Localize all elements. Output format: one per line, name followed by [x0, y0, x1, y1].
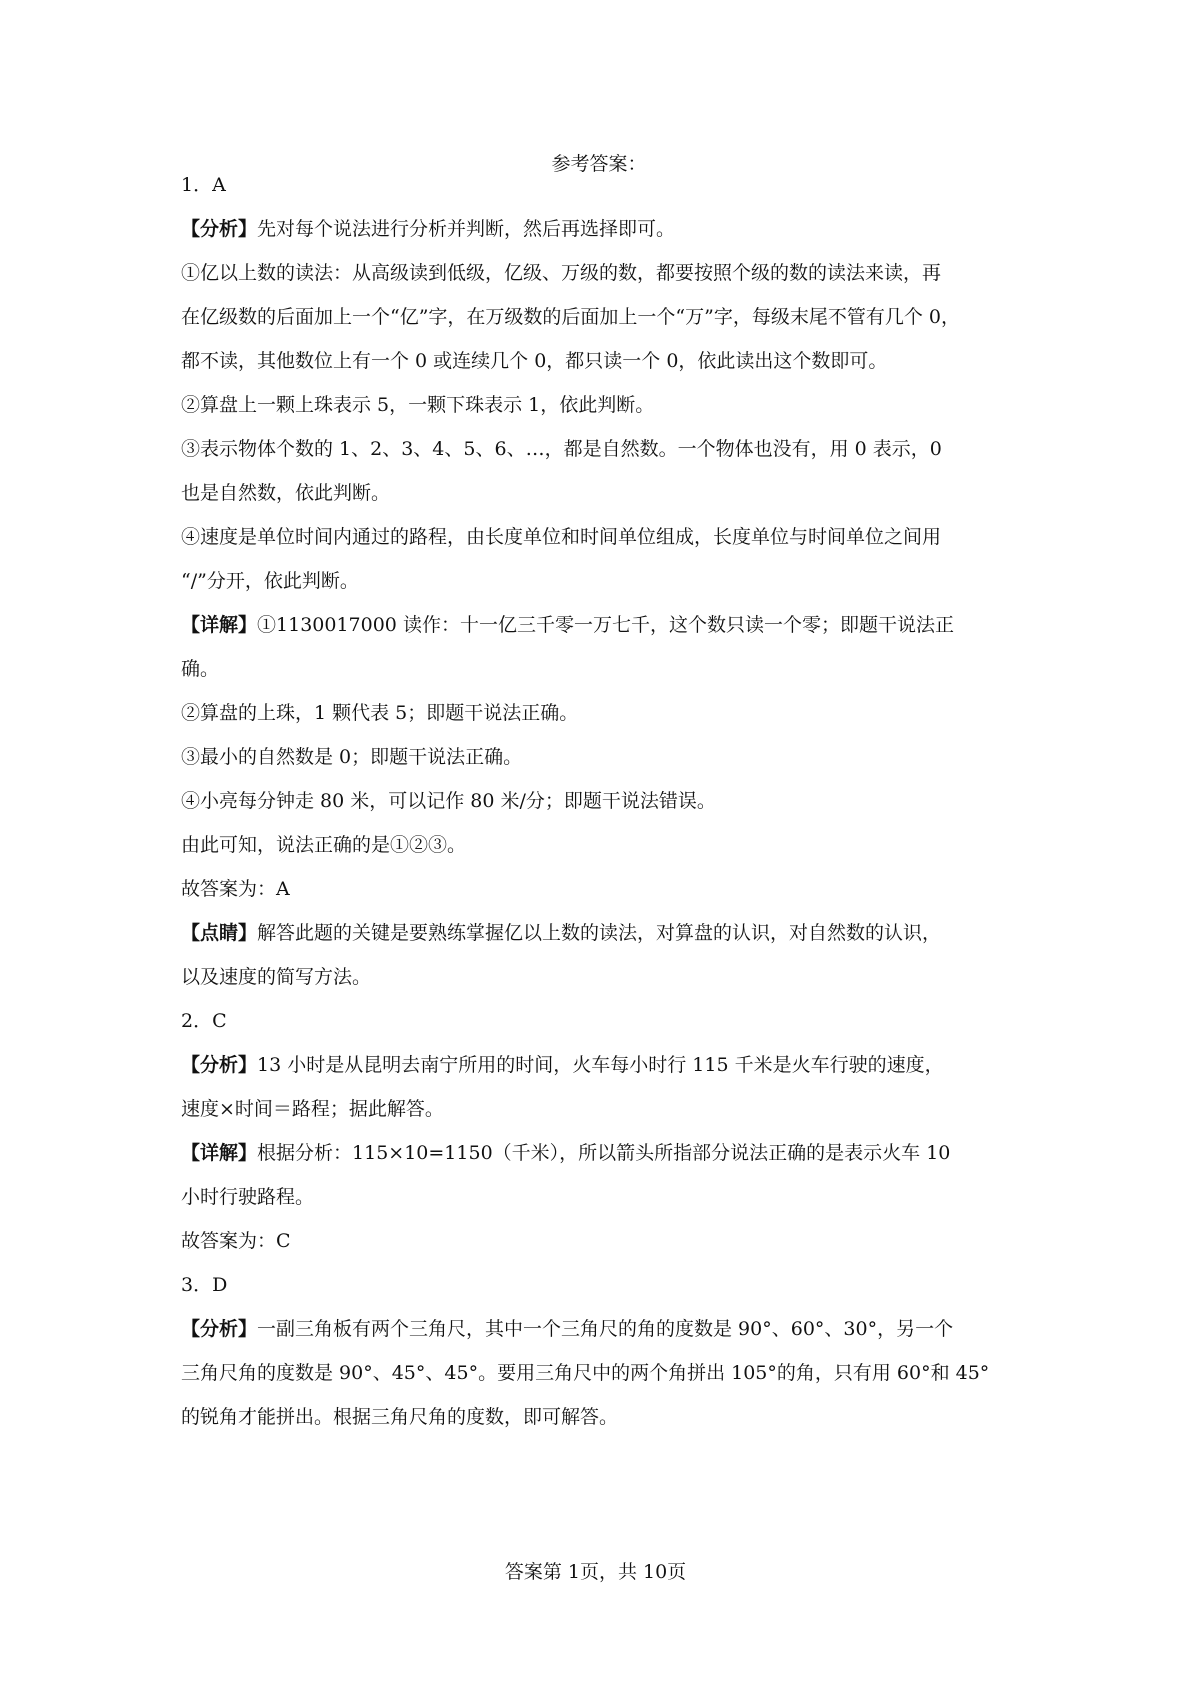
q1-analysis-point1-line1: ①亿以上数的读法：从高级读到低级，亿级、万级的数，都要按照个级的数的读法来读，再 — [181, 262, 942, 284]
q1-analysis-point4-line2: “/”分开，依此判断。 — [181, 570, 359, 592]
q1-analysis-point1-line2: 在亿级数的后面加上一个“亿”字，在万级数的后面加上一个“万”字，每级末尾不管有几个 0， — [181, 306, 960, 328]
q1-detail-item4: ④小亮每分钟走 80 米，可以记作 80 米/分；即题干说法错误。 — [181, 790, 716, 812]
analysis-tag: 【分析】 — [181, 218, 258, 240]
q1-final-answer: 故答案为：A — [181, 878, 290, 900]
q1-analysis-point2: ②算盘上一颗上珠表示 5，一颗下珠表示 1，依此判断。 — [181, 394, 655, 416]
page-title: 参考答案： — [551, 153, 647, 175]
q2-answer-head: 2．C — [181, 1010, 227, 1032]
detail-tag: 【详解】 — [181, 614, 258, 636]
q2-final-answer: 故答案为：C — [181, 1230, 291, 1252]
analysis-tag: 【分析】 — [181, 1054, 258, 1076]
q1-analysis-point4-line1: ④速度是单位时间内通过的路程，由长度单位和时间单位组成，长度单位与时间单位之间用 — [181, 526, 942, 548]
point-tag: 【点睛】 — [181, 922, 258, 944]
q3-answer-head: 3．D — [181, 1274, 228, 1296]
page-footer: 答案第 1页，共 10页 — [504, 1561, 687, 1583]
q2-detail-line1: 【详解】根据分析：115×10=1150（千米），所以箭头所指部分说法正确的是表示火车 10 — [181, 1142, 951, 1164]
q1-analysis-point3-line2: 也是自然数，依此判断。 — [181, 482, 391, 504]
q1-point-line1: 【点睛】解答此题的关键是要熟练掌握亿以上数的读法，对算盘的认识，对自然数的认识， — [181, 922, 942, 944]
q2-detail-line2: 小时行驶路程。 — [181, 1186, 315, 1208]
q2-analysis-line1: 【分析】13 小时是从昆明去南宁所用的时间，火车每小时行 115 千米是火车行驶的速度， — [181, 1054, 944, 1076]
q1-conclusion: 由此可知，说法正确的是①②③。 — [181, 834, 467, 856]
q1-detail-line1: 【详解】①1130017000 读作：十一亿三千零一万七千，这个数只读一个零；即题干说法正 — [181, 614, 954, 636]
q1-answer-head: 1．A — [181, 174, 226, 196]
q3-analysis-line3: 的锐角才能拼出。根据三角尺角的度数，即可解答。 — [181, 1406, 619, 1428]
analysis-tag: 【分析】 — [181, 1318, 258, 1340]
q1-point-line2: 以及速度的简写方法。 — [181, 966, 372, 988]
q3-analysis-line1: 【分析】一副三角板有两个三角尺，其中一个三角尺的角的度数是 90°、60°、30°，另一个 — [181, 1318, 954, 1340]
detail-tag: 【详解】 — [181, 1142, 258, 1164]
q1-analysis-point1-line3: 都不读，其他数位上有一个 0 或连续几个 0，都只读一个 0，依此读出这个数即可。 — [181, 350, 888, 372]
q1-analysis-point3-line1: ③表示物体个数的 1、2、3、4、5、6、…，都是自然数。一个物体也没有，用 0 表示，0 — [181, 438, 942, 460]
q1-detail-item3: ③最小的自然数是 0；即题干说法正确。 — [181, 746, 523, 768]
q1-analysis: 【分析】先对每个说法进行分析并判断，然后再选择即可。 — [181, 218, 676, 240]
q1-detail-item2: ②算盘的上珠，1 颗代表 5；即题干说法正确。 — [181, 702, 579, 724]
q2-analysis-line2: 速度×时间＝路程；据此解答。 — [181, 1098, 444, 1120]
q1-detail-line2: 确。 — [181, 658, 220, 680]
q3-analysis-line2: 三角尺角的度数是 90°、45°、45°。要用三角尺中的两个角拼出 105°的角，只有用 60°和 45° — [181, 1362, 990, 1384]
